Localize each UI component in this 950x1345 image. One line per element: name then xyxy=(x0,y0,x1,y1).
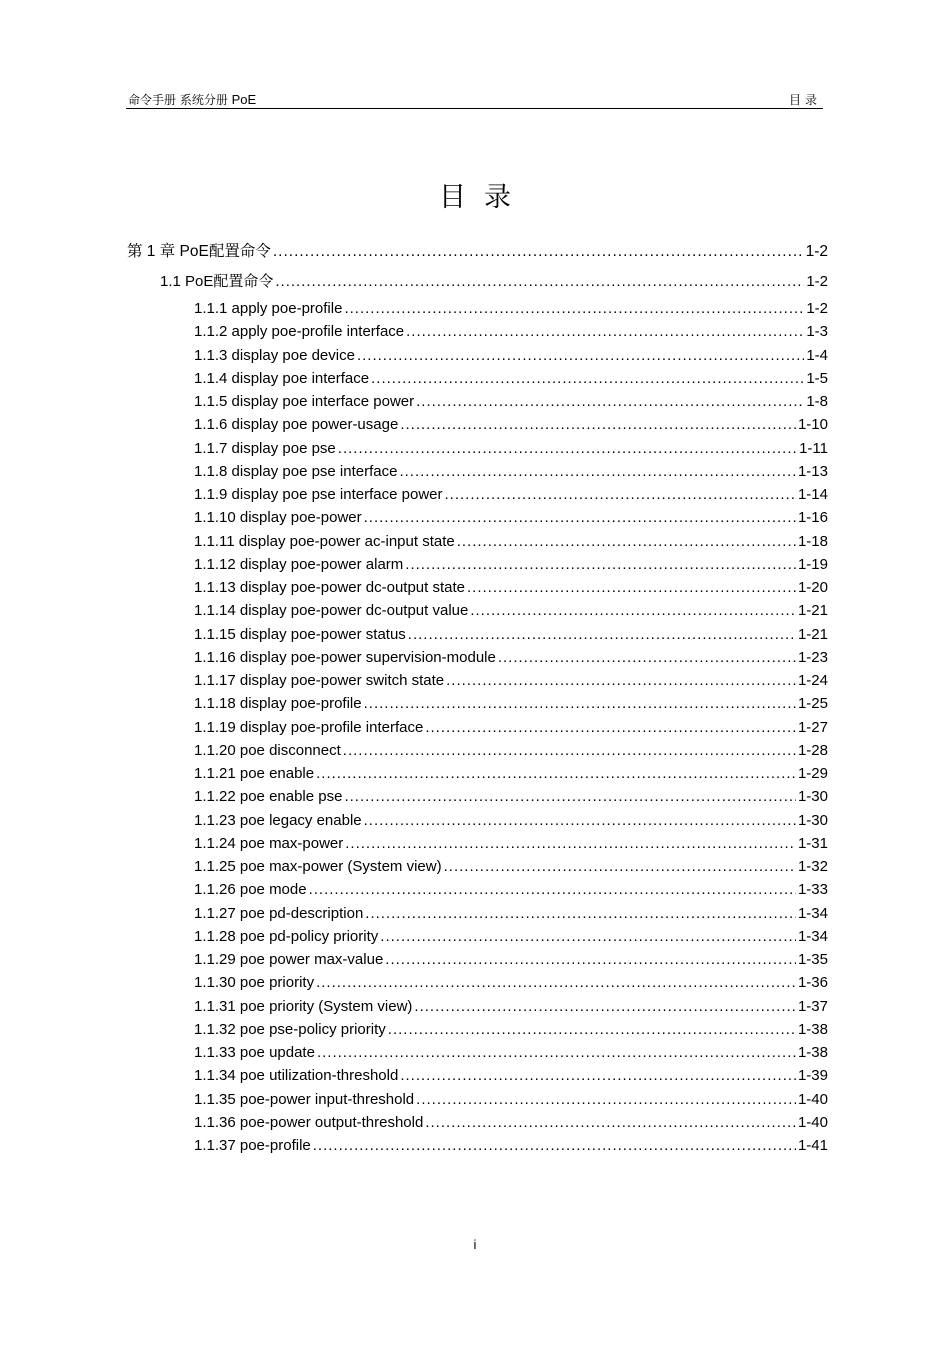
toc-entry-label: 1.1.10 display poe-power xyxy=(194,509,362,527)
toc-subsection-entry[interactable] xyxy=(194,578,828,598)
toc-leader-dots xyxy=(365,904,796,924)
toc-chapter-entry[interactable] xyxy=(127,242,828,262)
toc-subsection-entry[interactable] xyxy=(194,718,828,738)
toc-entry-page: 1-24 xyxy=(797,672,828,689)
toc-subsection-entry[interactable] xyxy=(194,973,828,993)
toc-entry-page: 1-40 xyxy=(797,1113,828,1131)
toc-entry-label: 1.1.31 poe priority (System view) xyxy=(194,997,413,1015)
toc-entry-label: 1.1.30 poe priority xyxy=(194,974,315,992)
toc-entry-label: 1.1.24 poe max-power xyxy=(194,834,344,852)
toc-leader-dots xyxy=(338,439,797,459)
toc-subsection-entry[interactable] xyxy=(194,927,828,947)
toc-entry-page: 1-30 xyxy=(797,811,828,829)
toc-entry-page: 1-23 xyxy=(797,648,828,666)
toc-subsection-entry[interactable] xyxy=(194,671,828,691)
toc-leader-dots xyxy=(405,555,796,575)
toc-leader-dots xyxy=(416,392,804,412)
toc-leader-dots xyxy=(406,322,804,342)
toc-entry-label: 1.1.4 display poe interface xyxy=(194,369,370,387)
toc-leader-dots xyxy=(444,857,796,877)
toc-entry-label: 1.1.32 poe pse-policy priority xyxy=(194,1020,386,1038)
toc-leader-dots xyxy=(416,1090,796,1110)
toc-entry-page: 1-20 xyxy=(797,579,828,596)
toc-subsection-entry[interactable] xyxy=(194,811,828,831)
toc-subsection-entry[interactable] xyxy=(194,322,828,342)
toc-entry-page: 1-34 xyxy=(797,927,828,945)
header-section-name: 目录 xyxy=(788,93,821,107)
toc-subsection-entry[interactable] xyxy=(194,625,828,645)
toc-leader-dots xyxy=(446,671,796,691)
toc-entry-label: 1.1 PoE配置命令 xyxy=(160,273,274,290)
toc-entry-label: 1.1.5 display poe interface power xyxy=(194,393,415,410)
toc-subsection-entry[interactable] xyxy=(194,555,828,575)
toc-subsection-entry[interactable] xyxy=(194,1066,828,1086)
toc-leader-dots xyxy=(380,927,796,947)
toc-leader-dots xyxy=(470,601,796,621)
toc-leader-dots xyxy=(313,1136,796,1156)
toc-subsection-entry[interactable] xyxy=(194,741,828,761)
toc-subsection-entry[interactable] xyxy=(194,1113,828,1133)
toc-subsection-entry[interactable] xyxy=(194,857,828,877)
toc-entry-page: 1-35 xyxy=(797,951,828,968)
toc-entry-page: 1-38 xyxy=(797,1020,828,1038)
toc-subsection-entry[interactable] xyxy=(194,787,828,807)
toc-subsection-entry[interactable] xyxy=(194,648,828,668)
toc-entry-page: 1-18 xyxy=(797,532,828,550)
toc-subsection-entry[interactable] xyxy=(194,764,828,784)
toc-subsection-entry[interactable] xyxy=(194,880,828,900)
toc-subsection-entry[interactable] xyxy=(194,392,828,412)
toc-entry-label: 1.1.9 display poe pse interface power xyxy=(194,486,443,503)
toc-entry-label: 1.1.1 apply poe-profile xyxy=(194,300,343,317)
toc-subsection-entry[interactable] xyxy=(194,1090,828,1110)
toc-entry-page: 1-8 xyxy=(806,393,828,410)
header-manual-title-cn: 命令手册 系统分册 xyxy=(128,93,232,107)
toc-leader-dots xyxy=(273,242,804,262)
toc-subsection-entry[interactable] xyxy=(194,1136,828,1156)
toc-leader-dots xyxy=(309,880,796,900)
toc-entry-page: 1-33 xyxy=(797,881,828,899)
toc-entry-page: 1-39 xyxy=(797,1067,828,1085)
toc-leader-dots xyxy=(364,694,796,714)
toc-entry-label: 1.1.12 display poe-power alarm xyxy=(194,555,404,573)
toc-entry-label: 1.1.19 display poe-profile interface xyxy=(194,718,424,736)
toc-entry-label: 1.1.29 poe power max-value xyxy=(194,951,384,968)
toc-entry-label: 1.1.35 poe-power input-threshold xyxy=(194,1090,415,1108)
toc-entry-page: 1-2 xyxy=(806,273,828,290)
toc-entry-label: 1.1.36 poe-power output-threshold xyxy=(194,1113,424,1131)
toc-leader-dots xyxy=(414,997,796,1017)
toc-subsection-entry[interactable] xyxy=(194,694,828,714)
toc-section-entry[interactable] xyxy=(160,272,828,292)
toc-entry-label: 1.1.14 display poe-power dc-output value xyxy=(194,602,469,620)
toc-entry-page: 1-13 xyxy=(797,462,828,480)
toc-entry-label: 1.1.15 display poe-power status xyxy=(194,625,406,643)
toc-entry-label: 第 1 章 PoE配置命令 xyxy=(127,243,271,260)
toc-entry-label: 1.1.17 display poe-power switch state xyxy=(194,672,445,689)
toc-entry-page: 1-3 xyxy=(806,323,828,341)
toc-leader-dots xyxy=(408,625,796,645)
toc-entry-page: 1-2 xyxy=(806,300,828,317)
toc-subsection-entry[interactable] xyxy=(194,904,828,924)
toc-entry-label: 1.1.7 display poe pse xyxy=(194,439,336,457)
toc-leader-dots xyxy=(400,415,796,435)
toc-subsection-entry[interactable] xyxy=(194,485,828,505)
toc-entry-label: 1.1.11 display poe-power ac-input state xyxy=(194,532,455,550)
toc-entry-page: 1-21 xyxy=(797,625,828,643)
toc-entry-page: 1-25 xyxy=(797,695,828,713)
toc-entry-page: 1-19 xyxy=(797,555,828,573)
toc-leader-dots xyxy=(371,369,804,389)
toc-entry-label: 1.1.8 display poe pse interface xyxy=(194,462,398,480)
toc-leader-dots xyxy=(344,787,796,807)
toc-entry-page: 1-31 xyxy=(797,834,828,852)
toc-entry-page: 1-38 xyxy=(797,1044,828,1061)
toc-leader-dots xyxy=(344,299,804,319)
toc-entry-page: 1-10 xyxy=(797,416,828,434)
toc-entry-page: 1-14 xyxy=(797,486,828,503)
toc-entry-label: 1.1.23 poe legacy enable xyxy=(194,811,362,829)
toc-entry-page: 1-29 xyxy=(797,765,828,782)
toc-entry-page: 1-32 xyxy=(797,858,828,875)
toc-entry-page: 1-34 xyxy=(797,904,828,922)
toc-subsection-entry[interactable] xyxy=(194,1020,828,1040)
toc-leader-dots xyxy=(498,648,796,668)
toc-entry-label: 1.1.2 apply poe-profile interface xyxy=(194,323,405,341)
toc-entry-page: 1-28 xyxy=(797,741,828,759)
toc-entry-label: 1.1.6 display poe power-usage xyxy=(194,416,399,434)
toc-entry-page: 1-30 xyxy=(797,788,828,806)
toc-entry-label: 1.1.13 display poe-power dc-output state xyxy=(194,579,466,596)
toc-entry-page: 1-27 xyxy=(797,718,828,736)
toc-entry-label: 1.1.25 poe max-power (System view) xyxy=(194,858,442,875)
toc-entry-label: 1.1.33 poe update xyxy=(194,1044,315,1061)
toc-entry-page: 1-36 xyxy=(797,974,828,992)
toc-entry-page: 1-4 xyxy=(806,346,828,364)
toc-subsection-entry[interactable] xyxy=(194,299,828,319)
toc-subsection-entry[interactable] xyxy=(194,439,828,459)
toc-entry-label: 1.1.26 poe mode xyxy=(194,881,307,899)
toc-entry-page: 1-2 xyxy=(805,243,828,260)
toc-subsection-entry[interactable] xyxy=(194,1043,828,1063)
toc-subsection-entry[interactable] xyxy=(194,601,828,621)
toc-leader-dots xyxy=(364,508,796,528)
toc-leader-dots xyxy=(457,532,796,552)
toc-entry-label: 1.1.37 poe-profile xyxy=(194,1137,311,1154)
toc-entry-label: 1.1.16 display poe-power supervision-module xyxy=(194,648,496,666)
page-title: 目录 xyxy=(439,182,529,213)
header-manual-title-latin: PoE xyxy=(231,92,257,107)
toc-entry-page: 1-37 xyxy=(797,997,828,1015)
toc-leader-dots xyxy=(425,718,796,738)
toc-leader-dots xyxy=(345,834,796,854)
toc-leader-dots xyxy=(399,462,796,482)
toc-entry-page: 1-40 xyxy=(797,1090,828,1108)
toc-leader-dots xyxy=(425,1113,796,1133)
toc-entry-label: 1.1.20 poe disconnect xyxy=(194,741,341,759)
toc-subsection-entry[interactable] xyxy=(194,997,828,1017)
toc-subsection-entry[interactable] xyxy=(194,532,828,552)
page-number: i xyxy=(473,1237,477,1252)
toc-entry-label: 1.1.34 poe utilization-threshold xyxy=(194,1067,399,1085)
toc-entry-page: 1-41 xyxy=(797,1137,828,1154)
toc-subsection-entry[interactable] xyxy=(194,462,828,482)
page-header xyxy=(126,90,823,109)
toc-entry-page: 1-16 xyxy=(797,509,828,527)
toc-entry-label: 1.1.27 poe pd-description xyxy=(194,904,364,922)
toc-leader-dots xyxy=(343,741,796,761)
toc-leader-dots xyxy=(445,485,796,505)
toc-entry-label: 1.1.18 display poe-profile xyxy=(194,695,362,713)
toc-entry-label: 1.1.28 poe pd-policy priority xyxy=(194,927,379,945)
toc-entry-page: 1-21 xyxy=(797,602,828,620)
toc-leader-dots xyxy=(385,950,796,970)
toc-entry-label: 1.1.3 display poe device xyxy=(194,346,355,364)
toc-entry-label: 1.1.21 poe enable xyxy=(194,765,315,782)
toc-leader-dots xyxy=(317,1043,796,1063)
toc-entry-page: 1-5 xyxy=(806,369,828,387)
toc-leader-dots xyxy=(316,973,796,993)
toc-entry-label: 1.1.22 poe enable pse xyxy=(194,788,343,806)
toc-leader-dots xyxy=(316,764,796,784)
toc-leader-dots xyxy=(388,1020,796,1040)
toc-leader-dots xyxy=(467,578,796,598)
toc-entry-page: 1-11 xyxy=(799,439,828,457)
toc-subsection-entry[interactable] xyxy=(194,415,828,435)
toc-subsection-entry[interactable] xyxy=(194,346,828,366)
toc-subsection-entry[interactable] xyxy=(194,834,828,854)
toc-leader-dots xyxy=(357,346,804,366)
toc-leader-dots xyxy=(364,811,796,831)
toc-subsection-entry[interactable] xyxy=(194,950,828,970)
toc-leader-dots xyxy=(275,272,804,292)
header-manual-title xyxy=(128,91,256,108)
toc-subsection-entry[interactable] xyxy=(194,508,828,528)
toc-subsection-entry[interactable] xyxy=(194,369,828,389)
toc-leader-dots xyxy=(400,1066,796,1086)
